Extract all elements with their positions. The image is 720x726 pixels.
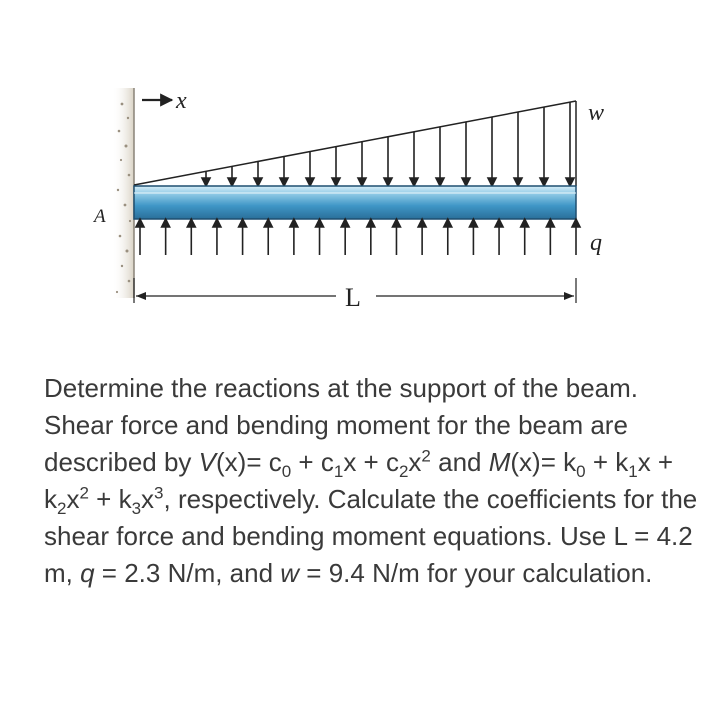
q-load-arrowhead [162,219,170,227]
distributed-load-w [134,101,576,186]
span-label: L [345,283,361,312]
w-load-arrowhead [228,178,236,186]
q-load-arrowhead [316,219,324,227]
q-load-arrowhead [264,219,272,227]
w-load-arrowhead [254,178,262,186]
q-load-arrowhead [213,219,221,227]
w-load-arrowhead [410,178,418,186]
q-load-arrowhead [444,219,452,227]
q-load-arrowhead [469,219,477,227]
w-load-arrowhead [488,178,496,186]
fixed-support-wall [112,88,134,298]
w-load-arrowhead [280,178,288,186]
problem-statement: Determine the reactions at the support of the beam. Shear force and bending moment for the beam are described by $V(x)= c_0 + c_1x + c_2x^2$ and $M(x)= k_0 + k_1x + k_2x^2 + k_3x^3$, respectively. Calculate the coefficients for the shear force and bending moment equations. Use L = 4.2 m, q = 2.3 N/m, and w = 9.4 N/m for your calculation. [44,373,698,588]
w-load-arrowhead [566,178,574,186]
w-load-arrowhead [514,178,522,186]
uniform-load-q [136,219,580,255]
q-load-arrowhead [521,219,529,227]
q-label: q [590,230,602,256]
q-load-arrowhead [367,219,375,227]
beam-diagram [0,0,720,340]
q-load-arrowhead [239,219,247,227]
x-axis-label: x [176,88,187,114]
w-load-arrowhead [384,178,392,186]
w-load-arrowhead [462,178,470,186]
q-load-arrowhead [572,219,580,227]
q-load-arrowhead [418,219,426,227]
w-load-arrowhead [202,178,210,186]
w-label: w [588,100,605,126]
w-load-arrowhead [358,178,366,186]
q-load-arrowhead [290,219,298,227]
w-load-arrowhead [332,178,340,186]
q-load-arrowhead [136,219,144,227]
q-load-arrowhead [495,219,503,227]
q-load-arrowhead [187,219,195,227]
support-a-label: A [94,206,106,227]
w-load-arrowhead [436,178,444,186]
q-load-arrowhead [392,219,400,227]
beam [134,186,576,219]
w-load-arrowhead [306,178,314,186]
q-load-arrowhead [341,219,349,227]
w-load-arrowhead [540,178,548,186]
q-load-arrowhead [546,219,554,227]
